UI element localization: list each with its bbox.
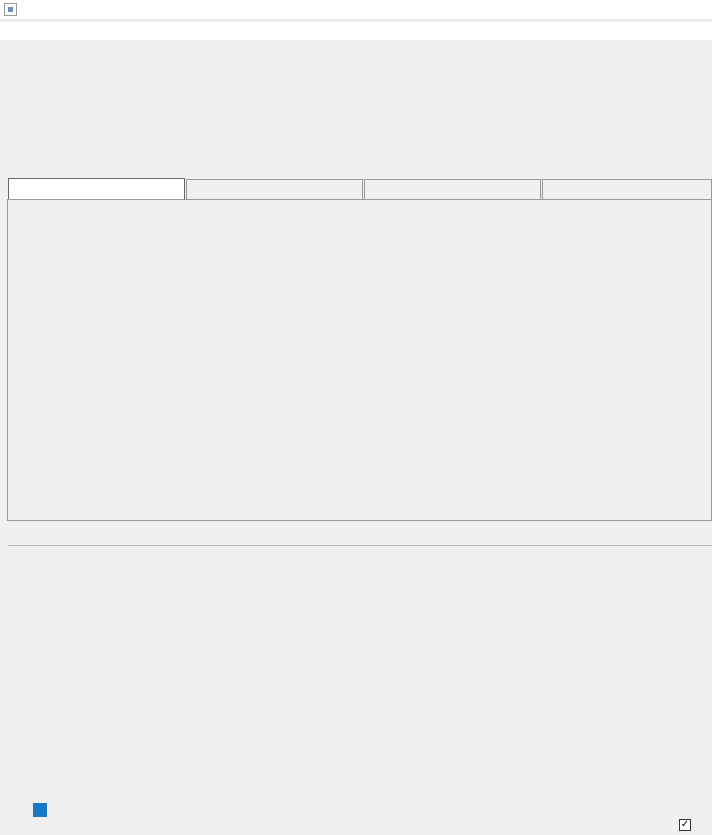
tab-obc[interactable] [186,179,363,199]
menu-bar [0,22,712,40]
series-checkbox[interactable]: ✓ [680,819,690,830]
app-icon [4,3,17,16]
leaders-text [243,146,698,162]
battery-volt-chart [0,570,712,790]
title-bar [0,0,712,20]
eps-panel [7,199,712,521]
tab-gnss[interactable] [364,179,541,199]
tab-debug[interactable] [542,179,712,199]
tab-eps[interactable] [8,178,185,200]
legend-swatch [33,803,47,817]
